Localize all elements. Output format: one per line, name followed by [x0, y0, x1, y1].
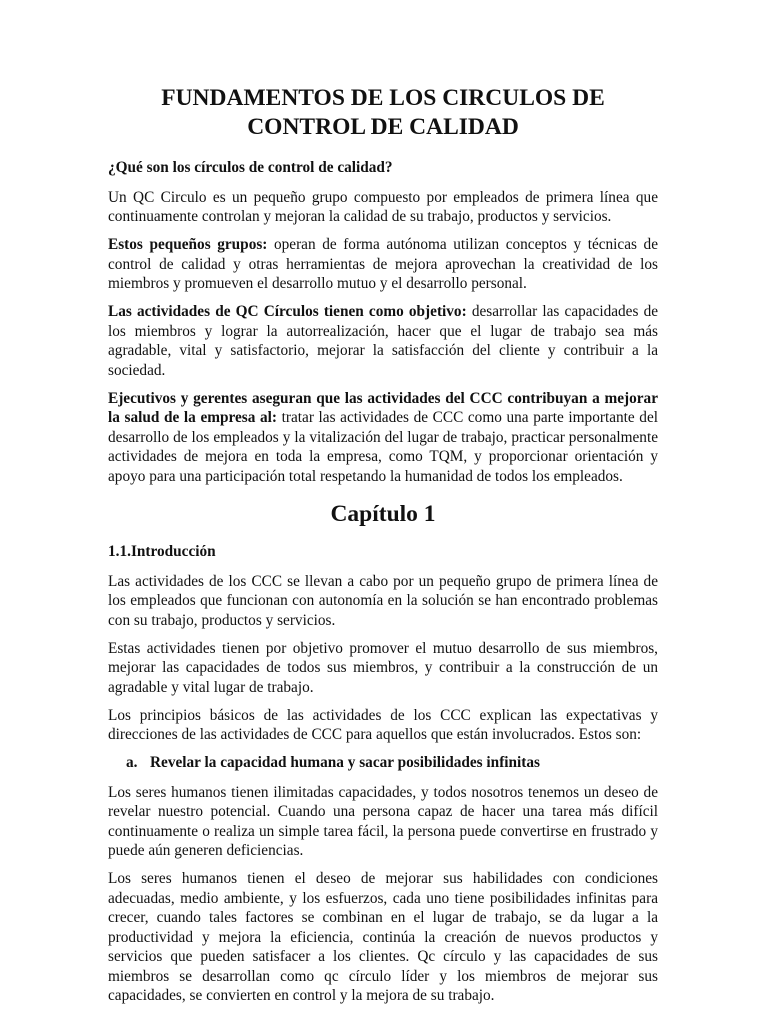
section-heading: 1.1.Introducción — [108, 543, 216, 560]
executives-text: tratar las actividades de CCC como una parte importante del desarrollo de los empleados y la vitalización del lugar de trabajo, practicar personalmente actividades de mejora en toda la empresa, como TQM, y proporcionar orientación y apoyo para una participación total respetando la humanidad de todos los empleados. — [108, 409, 658, 485]
title-line-2: CONTROL DE CALIDAD — [247, 114, 519, 140]
list-item-text: Revelar la capacidad humana y sacar posibilidades infinitas — [150, 754, 540, 771]
document-title — [108, 84, 658, 142]
body-paragraph-4: Los seres humanos tienen ilimitadas capacidades, y todos nosotros tenemos un deseo de revelar nuestro potencial. Cuando una persona capaz de hacer una tarea más difícil continuamente o realiza un simple tarea fácil, la persona puede convertirse en frustrado y puede aún generen deficiencias. — [108, 783, 658, 859]
groups-paragraph — [108, 235, 658, 294]
executives-lead: Ejecutivos y gerentes aseguran que las actividades del CCC contribuyan a mejorar la salud de la empresa al: — [108, 389, 658, 426]
executives-paragraph — [108, 389, 658, 487]
objective-lead: Las actividades de QC Círculos tienen como objetivo: — [108, 303, 467, 320]
body-paragraph-2: Estas actividades tienen por objetivo promover el mutuo desarrollo de sus miembros, mejorar las capacidades de todos sus miembros, y contribuir a la construcción de un agradable y vital lugar de trabajo. — [108, 639, 658, 696]
groups-lead: Estos pequeños grupos: — [108, 236, 268, 253]
objective-text: desarrollar las capacidades de los miembros y lograr la autorrealización, hacer que el lugar de trabajo sea más agradable, vital y satisfactorio, mejorar la satisfacción del cliente y contribuir a la sociedad. — [108, 303, 659, 379]
body-paragraph-1: Las actividades de los CCC se llevan a cabo por un pequeño grupo de primera línea de los empleados que funcionan con autonomía en la solución se han encontrado problemas con su trabajo, productos y servicios. — [108, 572, 658, 629]
title-line-1: FUNDAMENTOS DE LOS CIRCULOS DE — [161, 85, 605, 111]
intro-paragraph: Un QC Circulo es un pequeño grupo compuesto por empleados de primera línea que continuamente controlan y mejoran la calidad de su trabajo, productos y servicios. — [108, 188, 658, 225]
list-marker: a. — [126, 754, 138, 771]
list-item-a — [126, 753, 658, 773]
body-paragraph-3: Los principios básicos de las actividades de los CCC explican las expectativas y direcciones de las actividades de CCC para aquellos que están involucrados. Estos son: — [108, 706, 658, 743]
body-paragraph-5: Los seres humanos tienen el deseo de mejorar sus habilidades con condiciones adecuadas, medio ambiente, y los esfuerzos, cada uno tiene posibilidades infinitas para crecer, cuando tales factores se combinan en el lugar de trabajo, se da lugar a la productividad y mejora la eficiencia, continúa la creación de nuevos productos y servicios que pueden satisfacer a los clientes. Qc círculo y las capacidades de sus miembros se desarrollan como qc círculo líder y los miembros de mejorar sus capacidades, se convierten en control y la mejora de su trabajo. — [108, 870, 658, 1004]
chapter-heading: Capítulo 1 — [330, 501, 436, 527]
question-heading: ¿Qué son los círculos de control de calidad? — [108, 159, 393, 176]
groups-text: operan de forma autónoma utilizan conceptos y técnicas de control de calidad y otras herramientas de mejora aprovechan la creatividad de los miembros y promueven el desarrollo mutuo y el desarrollo personal. — [108, 236, 658, 292]
objective-paragraph — [108, 302, 658, 380]
